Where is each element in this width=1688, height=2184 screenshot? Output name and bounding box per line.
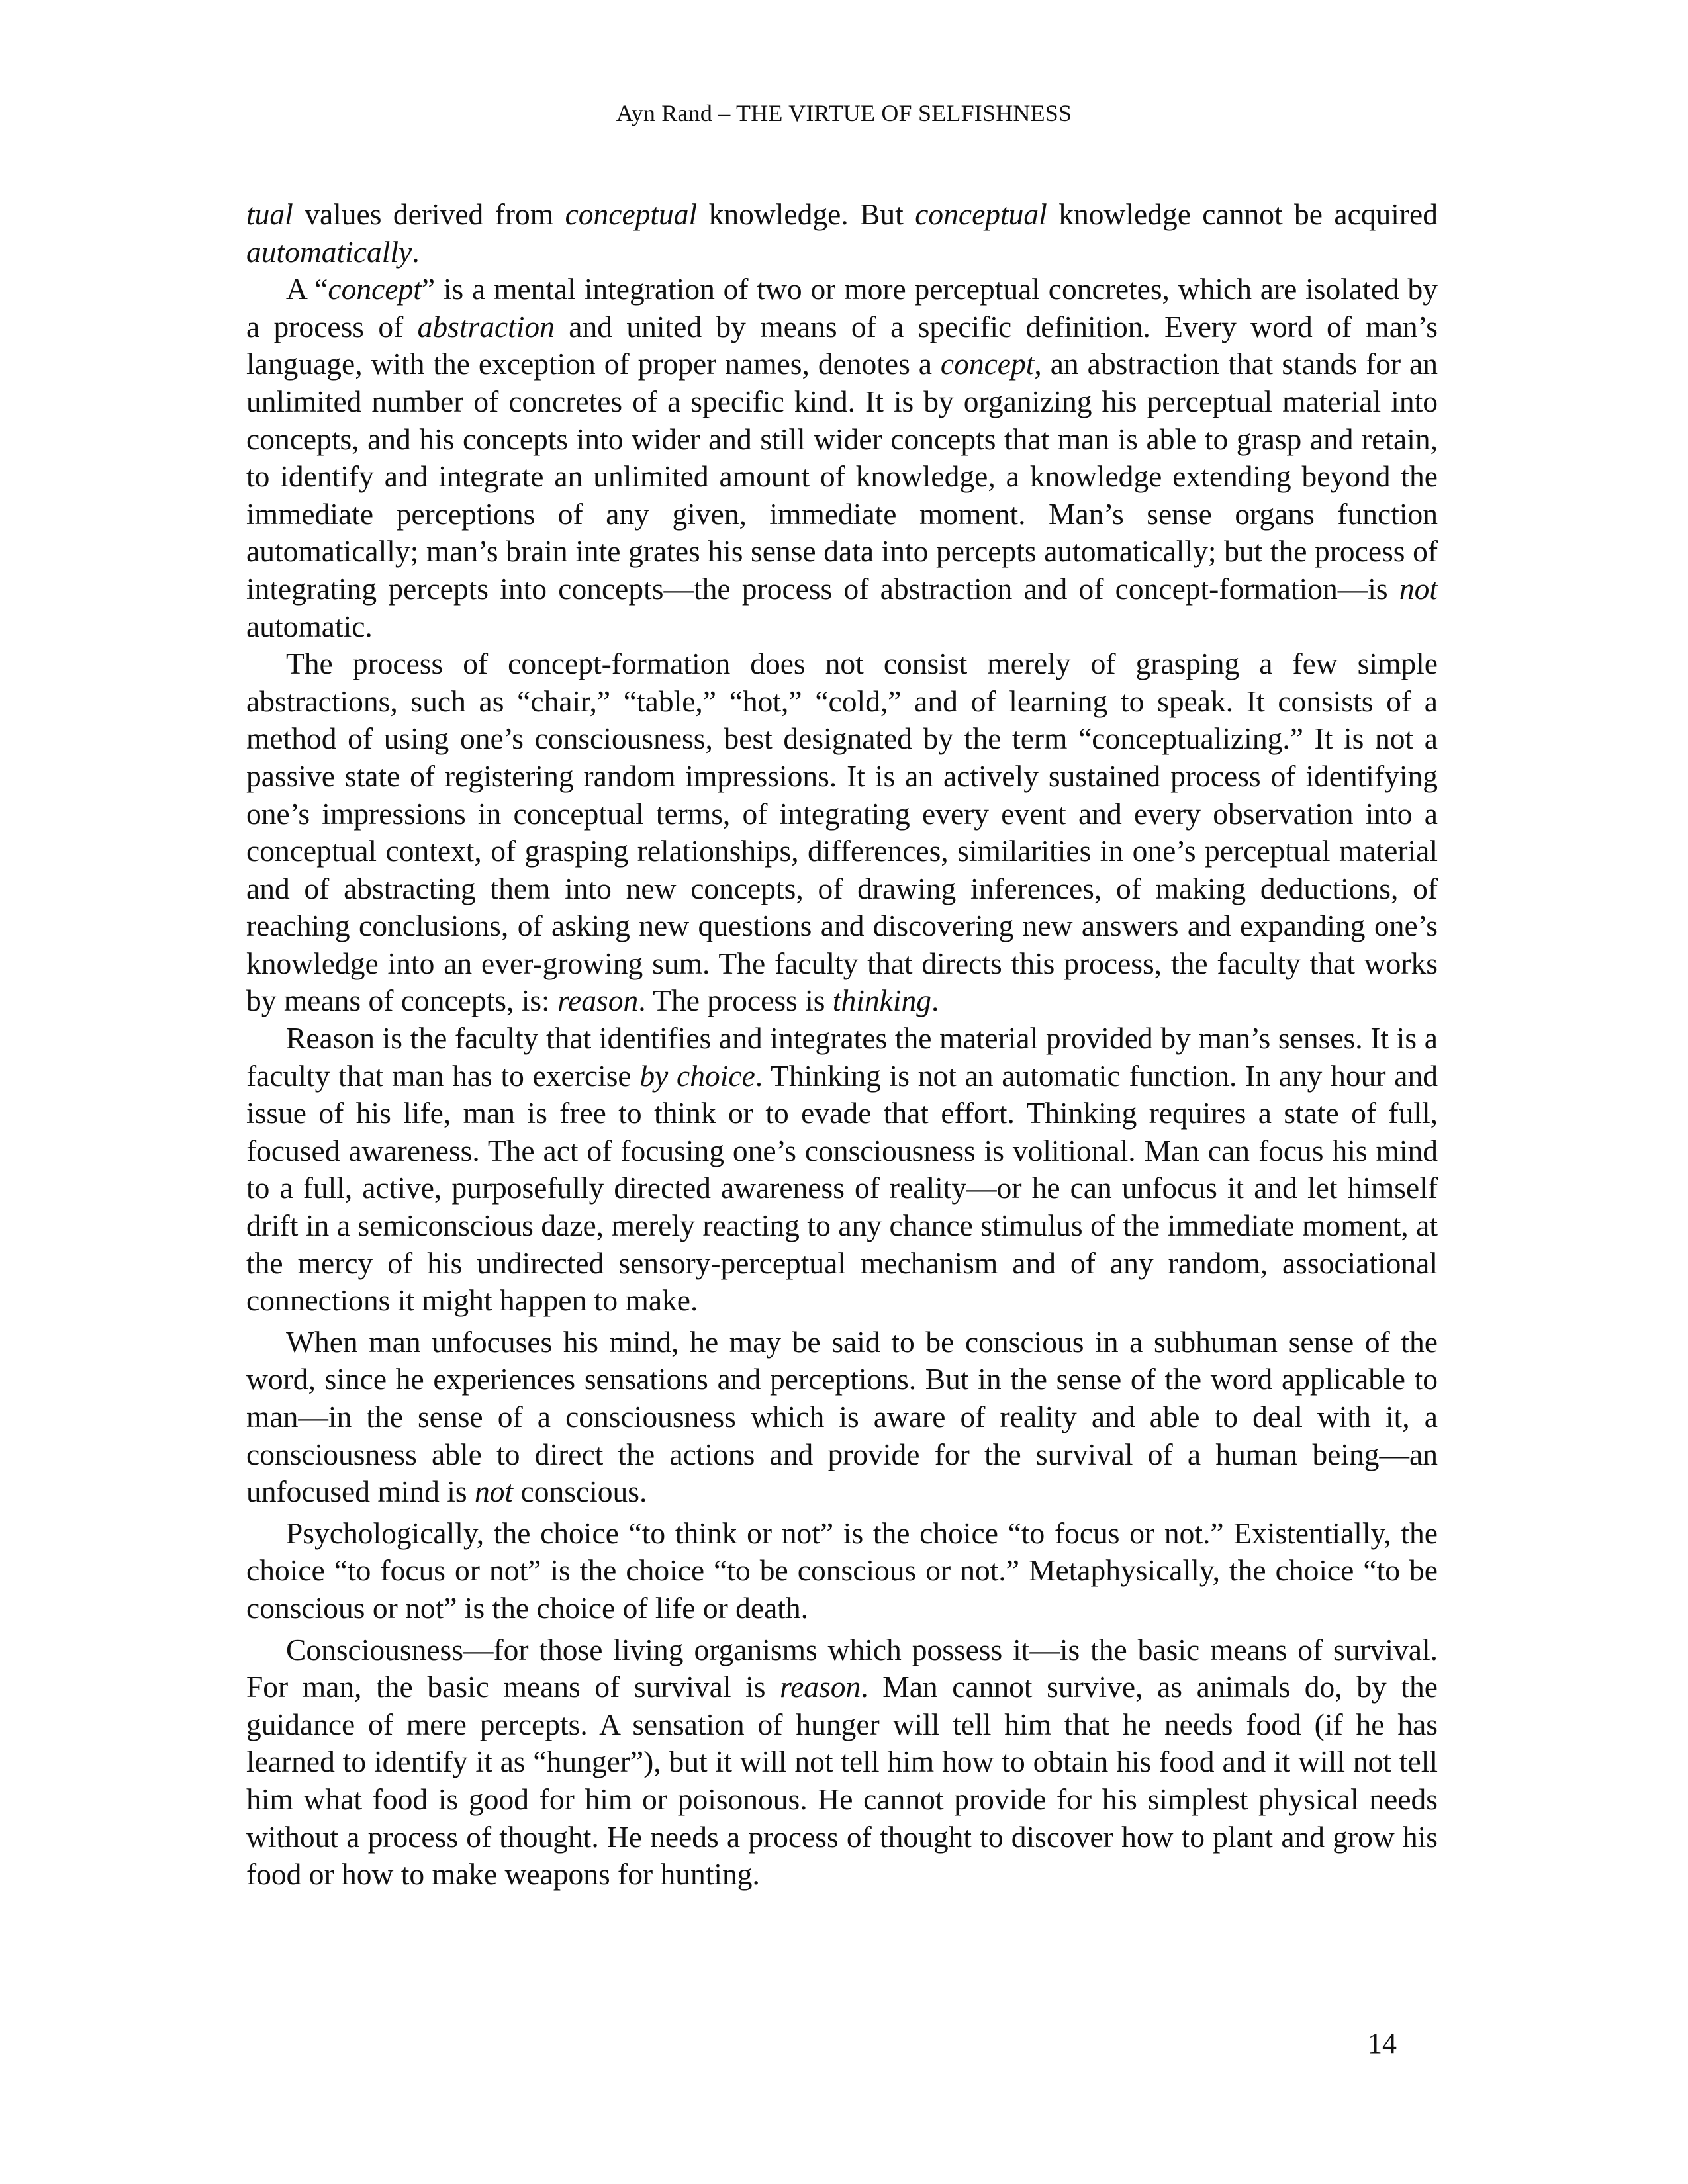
text-run: . Man cannot survive, as animals do, by the guidance of mere percepts. A sensation of hunger will tell him that he needs food (if he has learned to identify it as “hunger”), but it will not tell him how to obtain his food and it will not tell him what food is good for him or poisonous. He cannot provide for his simplest physical needs without a process of thought. He needs a process of thought to discover how to plant and grow his food or how to make weapons for hunting. xyxy=(246,1670,1438,1891)
paragraph xyxy=(246,1515,1438,1627)
text-run: , an abstraction that stands for an unlimited number of concretes of a specific kind. It is by organizing his perceptual material into concepts, and his concepts into wider and still wider concepts that man is able to grasp and retain, to identify and integrate an unlimited amount of knowledge, a knowledge extending beyond the immediate perceptions of any given, immediate moment. Man’s sense organs function automatically; man’s brain inte grates his sense data into percepts automatically; but the process of integrating percepts into concepts—the process of abstraction and of concept-formation—is xyxy=(246,347,1438,606)
text-run: knowledge. But xyxy=(697,197,915,231)
italic-text: not xyxy=(475,1475,514,1509)
italic-text: conceptual xyxy=(915,197,1047,231)
text-run: A “ xyxy=(286,272,328,306)
text-run: conscious. xyxy=(513,1475,647,1509)
paragraph xyxy=(246,1631,1438,1893)
text-run: . xyxy=(931,983,939,1018)
italic-text: automatically xyxy=(246,234,412,269)
text-run: . The process is xyxy=(638,983,833,1018)
paragraph xyxy=(246,1020,1438,1320)
text-run: Psychologically, the choice “to think or not” is the choice “to focus or not.” Existentially, the choice “to focus or not” is the choice “to be conscious or not.” Metaphysically, the choice “to be conscious or not” is the choice of life or death. xyxy=(246,1516,1438,1625)
text-run: ” is a mental integration of two or more perceptual concretes, which are isolated by a process of xyxy=(246,272,1438,343)
text-run: Reason is the faculty that identifies and integrates the material provided by man’s senses. It is a faculty that man has to exercise xyxy=(246,1021,1438,1093)
italic-text: by choice xyxy=(639,1058,755,1093)
italic-text: tual xyxy=(246,197,293,231)
text-run: . Thinking is not an automatic function. In any hour and issue of his life, man is free to think or to evade that effort. Thinking requires a state of full, focused awareness. The act of focusing one’s consciousness is volitional. Man can focus his mind to a full, active, purposefully directed awareness of reality—or he can unfocus it and let himself drift in a semiconscious daze, merely reacting to any chance stimulus of the immediate moment, at the mercy of his undirected sensory-perceptual mechanism and of any random, associational connections it might happen to make. xyxy=(246,1058,1438,1318)
italic-text: abstraction xyxy=(417,309,555,343)
text-run: values derived from xyxy=(293,197,565,231)
italic-text: conceptual xyxy=(565,197,698,231)
text-run: automatic. xyxy=(246,609,373,643)
paragraph xyxy=(246,196,1438,271)
text-run: . xyxy=(412,234,420,269)
italic-text: concept xyxy=(940,347,1035,381)
running-header: Ayn Rand – THE VIRTUE OF SELFISHNESS xyxy=(616,100,1072,126)
paragraph xyxy=(246,645,1438,1020)
text-run: When man unfocuses his mind, he may be said to be conscious in a subhuman sense of the word, since he experiences sensations and perceptions. But in the sense of the word applicable to man—in the sense of a consciousness which is aware of reality and able to deal with it, a consciousness able to direct the actions and provide for the survival of a human being—an unfocused mind is xyxy=(246,1324,1438,1509)
italic-text: concept xyxy=(328,272,422,306)
italic-text: not xyxy=(1399,571,1438,606)
paragraph xyxy=(246,271,1438,645)
text-run: knowledge cannot be acquired xyxy=(1047,197,1438,231)
italic-text: reason xyxy=(780,1670,861,1704)
paragraph xyxy=(246,1324,1438,1511)
text-run: Consciousness—for those living organisms which possess it—is the basic means of survival. For man, the basic means of survival is xyxy=(246,1632,1438,1704)
page-number: 14 xyxy=(1368,2027,1397,2060)
text-run: and united by means of a specific definition. Every word of man’s language, with the exception of proper names, denotes a xyxy=(246,309,1438,381)
italic-text: thinking xyxy=(832,983,931,1018)
text-run: The process of concept-formation does not consist merely of grasping a few simple abstractions, such as “chair,” “table,” “hot,” “cold,” and of learning to speak. It consists of a method of using one’s consciousness, best designated by the term “conceptualizing.” It is not a passive state of registering random impressions. It is an actively sustained process of identifying one’s impressions in conceptual terms, of integrating every event and every observation into a conceptual context, of grasping relationships, differences, similarities in one’s perceptual material and of abstracting them into new concepts, of drawing inferences, of making deductions, of reaching conclusions, of asking new questions and discovering new answers and expanding one’s knowledge into an ever-growing sum. The faculty that directs this process, the faculty that works by means of concepts, is: xyxy=(246,647,1438,1018)
italic-text: reason xyxy=(557,983,639,1018)
body-text xyxy=(246,196,1438,1893)
